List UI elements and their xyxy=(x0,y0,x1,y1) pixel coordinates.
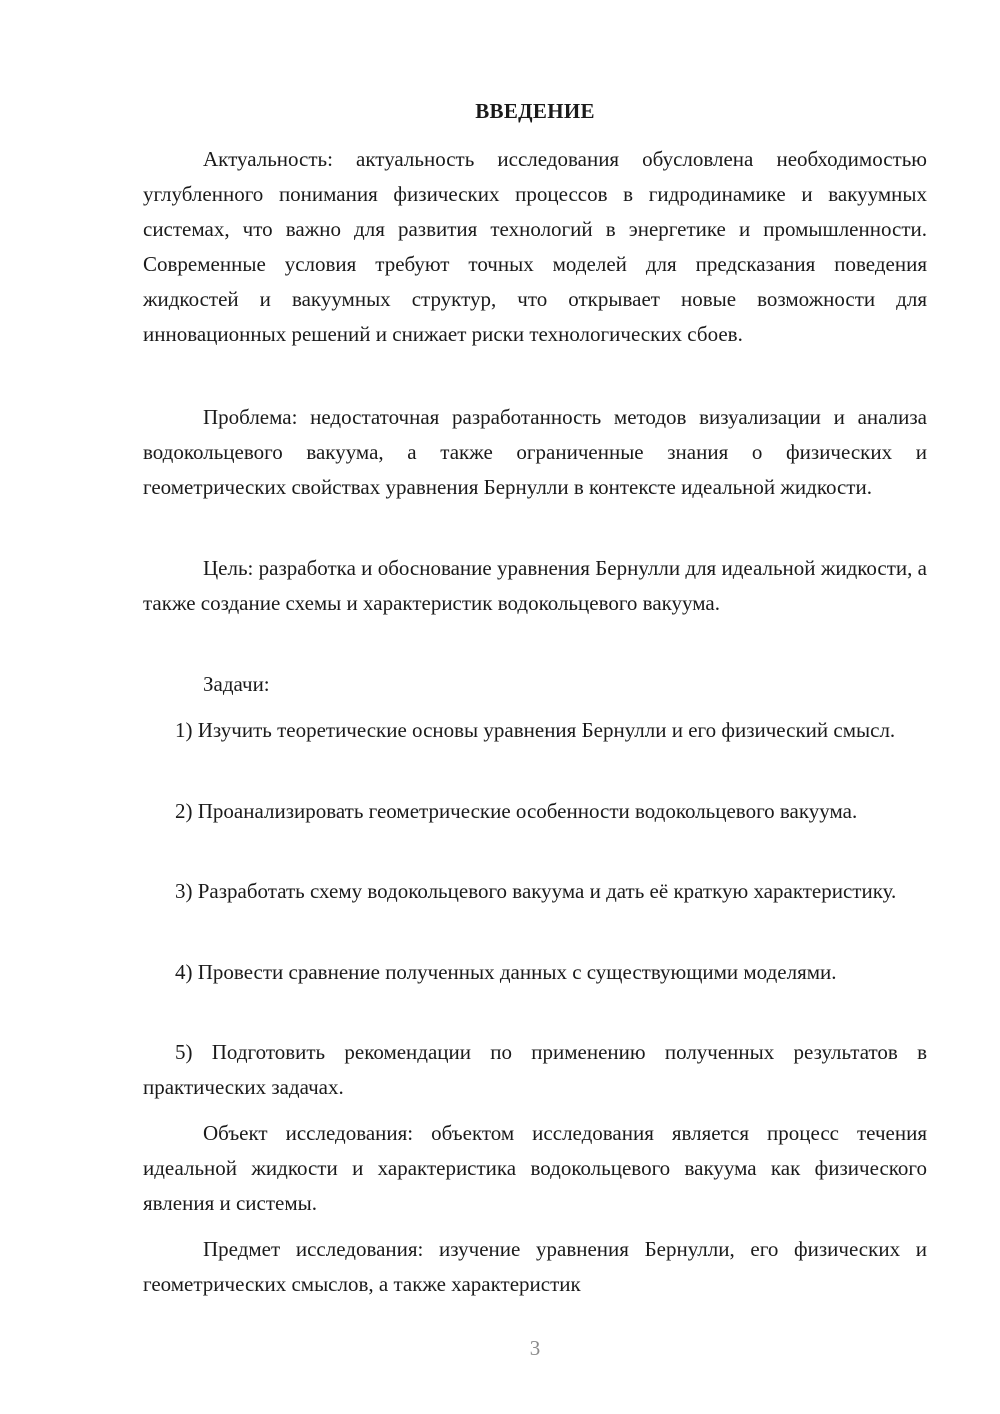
paragraph-subject: Предмет исследования: изучение уравнения Бернулли, его физических и геометрических смыслов, а также характеристик xyxy=(143,1237,927,1296)
tasks-label: Задачи: xyxy=(203,672,270,696)
paragraph-relevance: Актуальность: актуальность исследования обусловлена необходимостью углубленного понимания физических процессов в гидродинамике и вакуумных системах, что важно для развития технологий в энергетике и промышленности. Современные условия требуют точных моделей для предсказания поведения жидкостей и вакуумных структур, что открывает новые возможности для инновационных решений и снижает риски технологических сбоев. xyxy=(143,147,927,346)
task-item-2: 2) Проанализировать геометрические особенности водокольцевого вакуума. xyxy=(175,799,858,823)
task-item-4: 4) Провести сравнение полученных данных с существующими моделями. xyxy=(175,960,837,984)
paragraph-object: Объект исследования: объектом исследования является процесс течения идеальной жидкости и характеристика водокольцевого вакуума как физического явления и системы. xyxy=(143,1121,927,1215)
page-number-text: 3 xyxy=(529,1336,541,1360)
task-item-3: 3) Разработать схему водокольцевого вакуума и дать её краткую характеристику. xyxy=(175,879,897,903)
page-number xyxy=(143,1334,927,1362)
task-item-1: 1) Изучить теоретические основы уравнения Бернулли и его физический смысл. xyxy=(175,718,896,742)
paragraph-goal: Цель: разработка и обоснование уравнения Бернулли для идеальной жидкости, а также создание схемы и характеристик водокольцевого вакуума. xyxy=(143,556,927,615)
paragraph-problem: Проблема: недостаточная разработанность методов визуализации и анализа водокольцевого вакуума, а также ограниченные знания о физических и геометрических свойствах уравнения Бернулли в контексте идеальной жидкости. xyxy=(143,405,927,499)
task-item-5: 5) Подготовить рекомендации по применению полученных результатов в практических задачах. xyxy=(143,1040,927,1099)
page-title: ВВЕДЕНИЕ xyxy=(475,99,595,123)
